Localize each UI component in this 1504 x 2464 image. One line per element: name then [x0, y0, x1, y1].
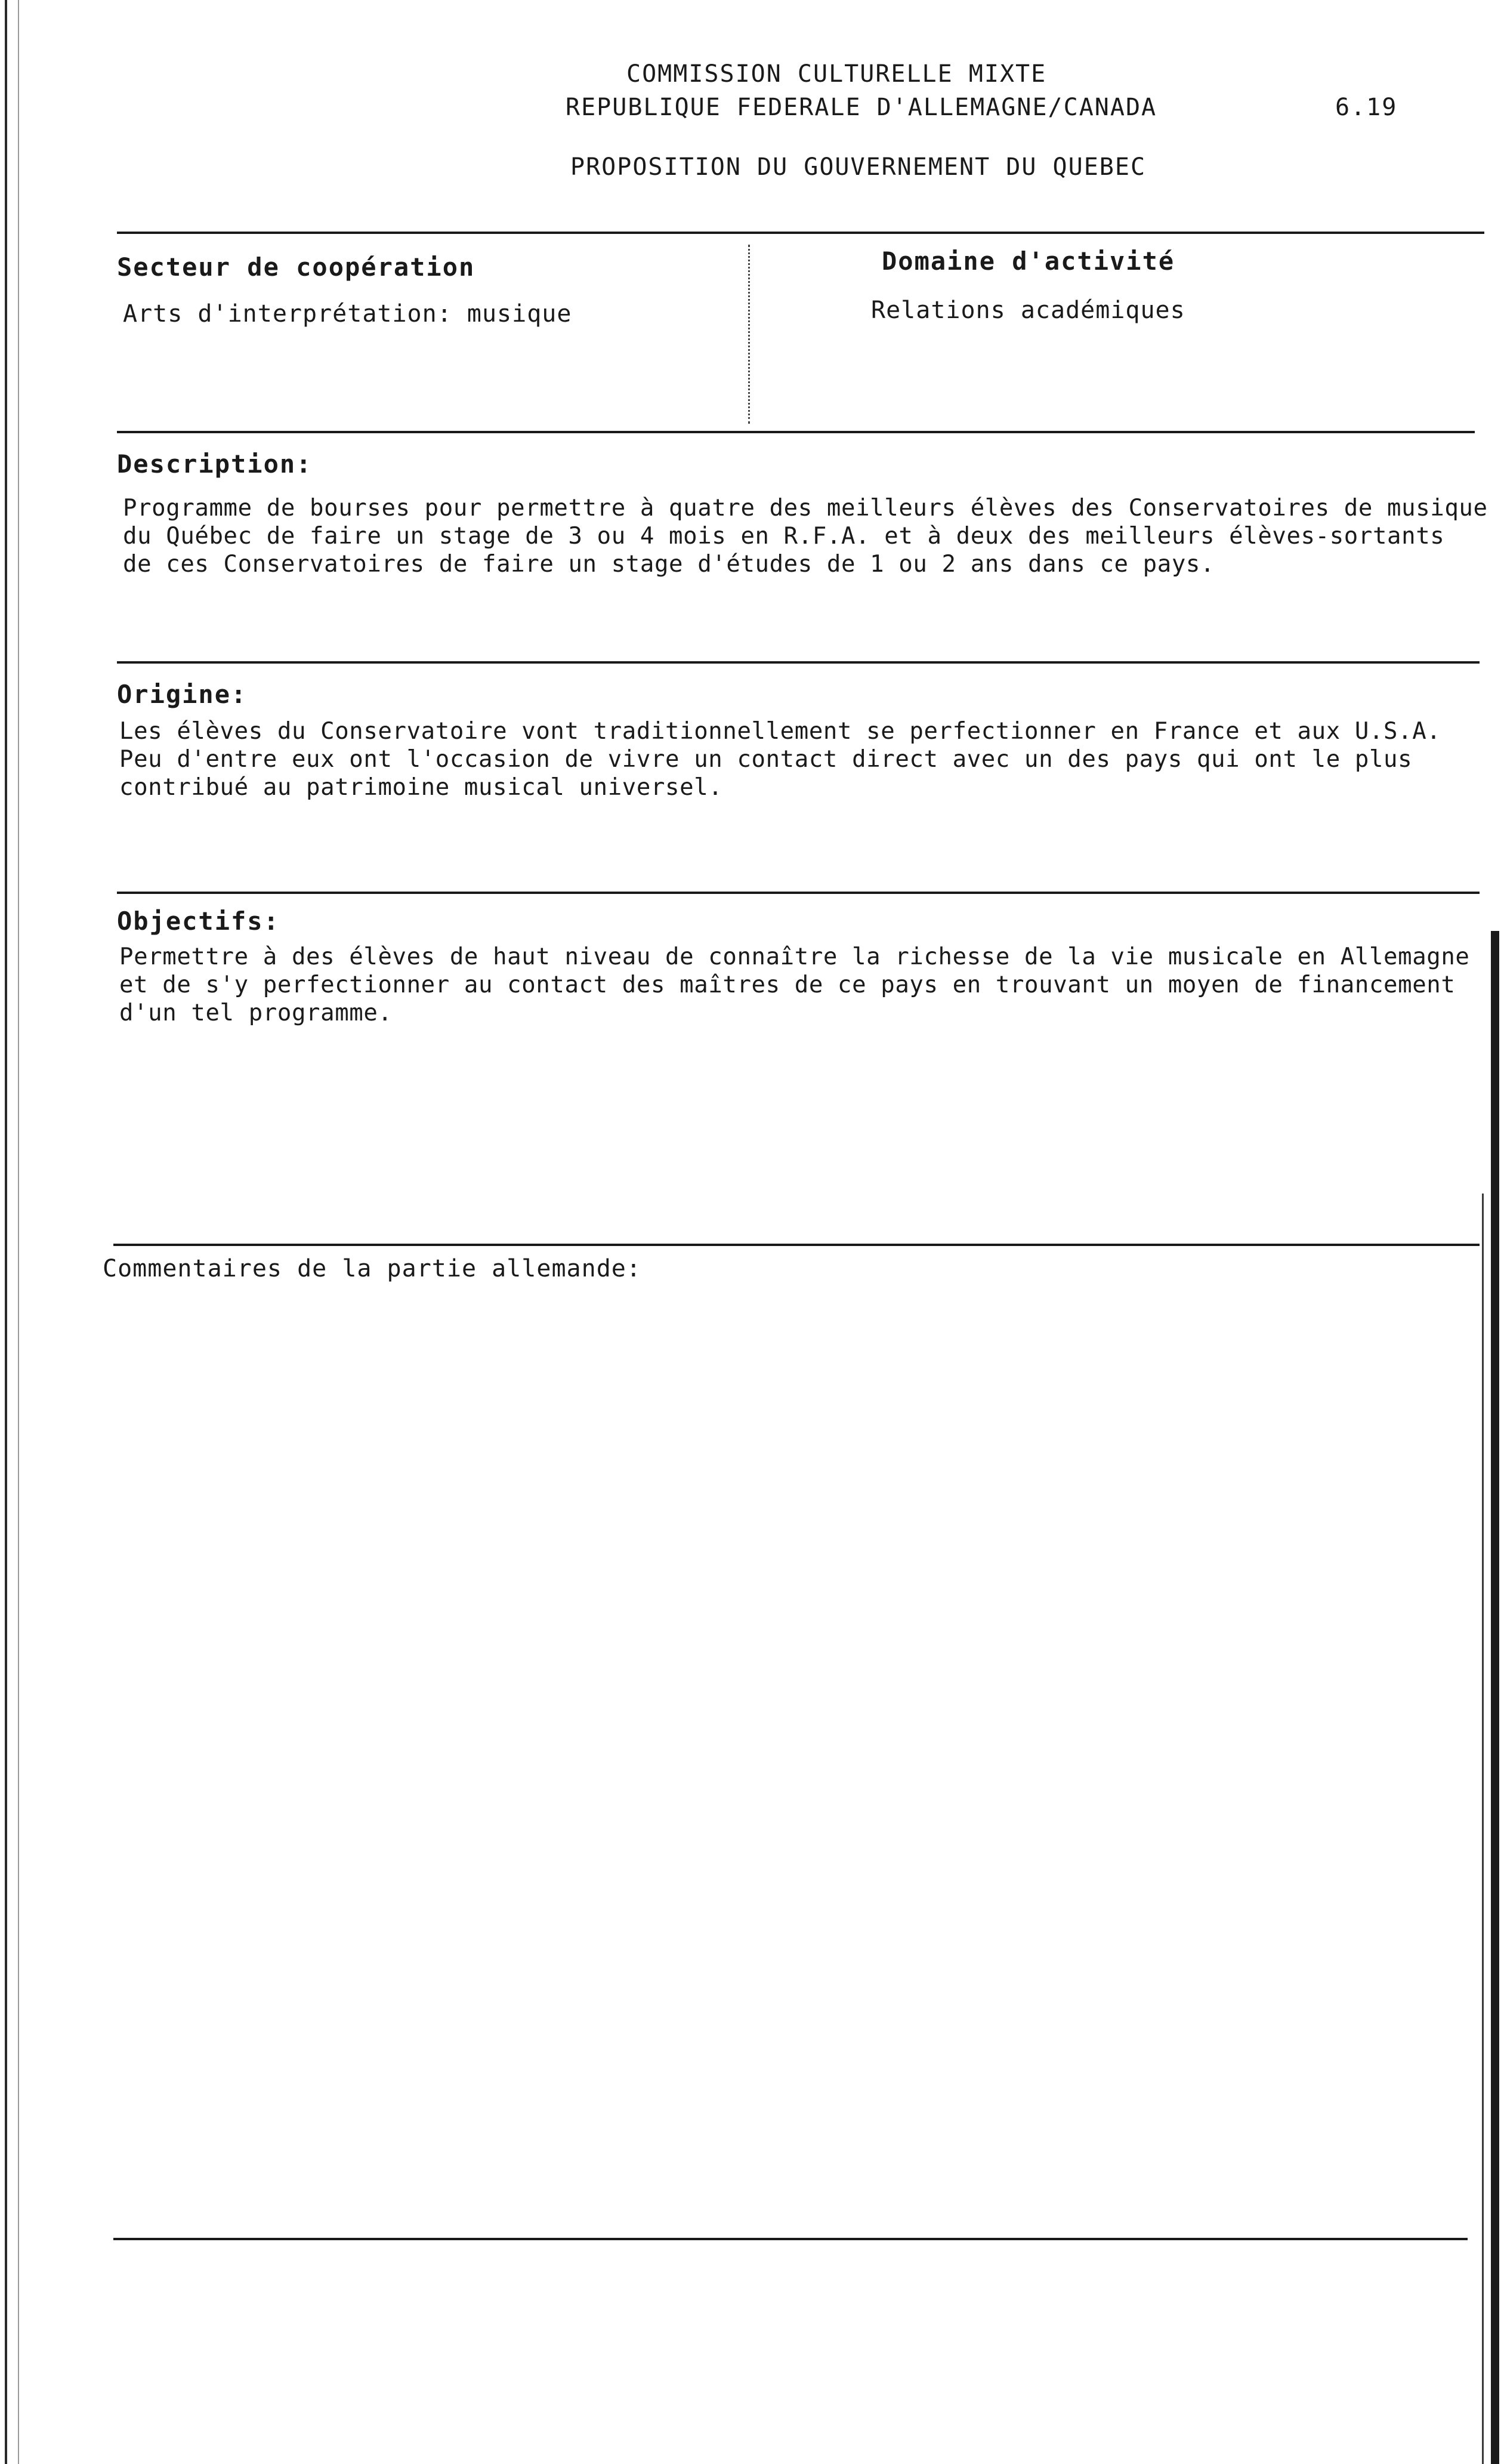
commentaires-label: Commentaires de la partie allemande:: [103, 1255, 641, 1282]
objectifs-line: Permettre à des élèves de haut niveau de connaître la richesse de la vie musicale en Allemagne: [119, 943, 1470, 970]
origine-label: Origine:: [117, 680, 248, 709]
description-label: Description:: [117, 449, 313, 479]
section-rule: [117, 892, 1480, 894]
section-rule: [117, 431, 1475, 433]
section-rule: [113, 1244, 1480, 1246]
objectifs-line: d'un tel programme.: [119, 1000, 393, 1026]
description-text: [123, 494, 1488, 578]
column-divider: [748, 245, 750, 424]
scan-edge-left: [5, 0, 7, 2464]
scan-edge-right-thin: [1482, 1194, 1484, 2464]
section-rule: [117, 661, 1480, 664]
bottom-rule: [113, 2238, 1468, 2240]
domain-value: Relations académiques: [871, 297, 1185, 324]
origine-line: Peu d'entre eux ont l'occasion de vivre un contact direct avec un des pays qui ont le plus: [119, 746, 1413, 773]
header-proposition: PROPOSITION DU GOUVERNEMENT DU QUEBEC: [570, 153, 1147, 181]
origine-text: [119, 717, 1441, 801]
description-line: Programme de bourses pour permettre à quatre des meilleurs élèves des Conservatoires de musique: [123, 495, 1488, 522]
header-republique: REPUBLIQUE FEDERALE D'ALLEMAGNE/CANADA: [566, 94, 1157, 121]
objectifs-line: et de s'y perfectionner au contact des maîtres de ce pays en trouvant un moyen de financement: [119, 972, 1456, 998]
scan-edge-right: [1491, 931, 1499, 2464]
description-line: du Québec de faire un stage de 3 ou 4 mois en R.F.A. et à deux des meilleurs élèves-sortants: [123, 523, 1445, 550]
document-number: 6.19: [1335, 94, 1398, 121]
section-rule: [117, 232, 1484, 234]
objectifs-text: [119, 943, 1470, 1027]
header-commission: COMMISSION CULTURELLE MIXTE: [626, 60, 1047, 88]
origine-line: Les élèves du Conservatoire vont traditionnellement se perfectionner en France et aux U.S.A.: [119, 718, 1441, 745]
sector-value: Arts d'interprétation: musique: [123, 300, 572, 328]
sector-label: Secteur de coopération: [117, 252, 475, 282]
domain-label: Domaine d'activité: [882, 246, 1175, 276]
scan-edge-left-thin: [18, 0, 19, 2464]
origine-line: contribué au patrimoine musical universel.: [119, 774, 723, 801]
description-line: de ces Conservatoires de faire un stage d'études de 1 ou 2 ans dans ce pays.: [123, 551, 1215, 578]
objectifs-label: Objectifs:: [117, 906, 280, 936]
